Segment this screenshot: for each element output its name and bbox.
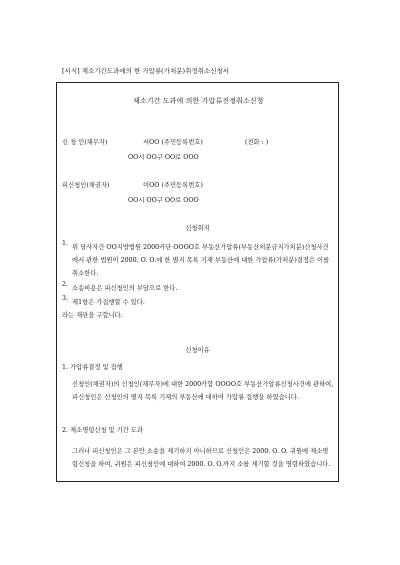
reason-section-number: 2. bbox=[62, 427, 69, 434]
reason-section-body bbox=[62, 378, 334, 404]
purpose-closing: 라는 재판을 구합니다. bbox=[62, 312, 123, 319]
applicant-label: 신 청 인(채무자) bbox=[62, 139, 108, 146]
respondent-label: 피신청인(채권자) bbox=[62, 182, 110, 189]
purpose-item-text: 소송비용은 피신청인의 부담으로 한다. bbox=[72, 285, 178, 292]
purpose-item-number: 1. bbox=[62, 240, 69, 247]
purpose-item-number: 3. bbox=[62, 295, 69, 302]
purpose-item-number: 2. bbox=[62, 281, 69, 288]
reasons-heading: 신청이유 bbox=[185, 347, 210, 354]
applicant-phone: (전화 : ) bbox=[245, 139, 269, 146]
purpose-heading: 신청취지 bbox=[185, 225, 210, 232]
respondent-name: 이OO (주민등록번호) bbox=[143, 182, 203, 189]
applicant-address: OO시 OO구 OO로 OOO bbox=[128, 154, 199, 161]
document-title: 제소기간 도과에 의한 가압류진정취소신청 bbox=[133, 97, 264, 105]
reason-section-heading: 제소명령신청 및 기간 도과 bbox=[70, 427, 143, 434]
form-label: [서식] 제소기간도과에의 한 가압류(가처분)취정취소신청서 bbox=[62, 67, 230, 75]
reason-section-heading: 가압류결정 및 집행 bbox=[70, 364, 123, 371]
reason-section-body bbox=[62, 445, 334, 471]
reason-section-title bbox=[62, 428, 143, 434]
purpose-item-text: 제1항은 가집행할 수 있다. bbox=[72, 299, 145, 306]
respondent-address: OO시 OO구 OO로 OOO bbox=[128, 197, 199, 204]
applicant-name: 서OO (주민등록번호) bbox=[143, 139, 203, 146]
purpose-item bbox=[62, 296, 332, 309]
reason-section-number: 1. bbox=[62, 364, 69, 371]
purpose-item-text: 위 당사자간 OO지방법원 2000카단 OOOO호 부동산가압류(부동산처분금지가처분)신청사건에서 관한 법원이 2000. O. O.에 한 별지 목록 기재 부동산에 대한 가압류(가처분)결정은 이를 취소한다. bbox=[72, 244, 330, 277]
reason-section-body-text: 그러나 피신청인은 그 본안 소송을 제기하지 아니하므로 신청인은 2000. O. O. 귀원에 제소명령신청을 하여, 귀원은 피신청인에 대하여 2000. O. O.까지 소를 제기할 것을 명령하였습니다. bbox=[72, 448, 331, 468]
reason-section-body-text: 신청인(채권자)의 신청인(채무자)에 대한 2000카합 OOOO호 부동산가압류신청사건에 관하여, 피신청인은 신청인의 별지 목록 기재의 부동산에 대하여 가압류 집행을 하였습니다. bbox=[72, 381, 334, 401]
purpose-item bbox=[62, 282, 332, 295]
reason-section-title bbox=[62, 365, 123, 371]
purpose-item bbox=[62, 241, 332, 281]
